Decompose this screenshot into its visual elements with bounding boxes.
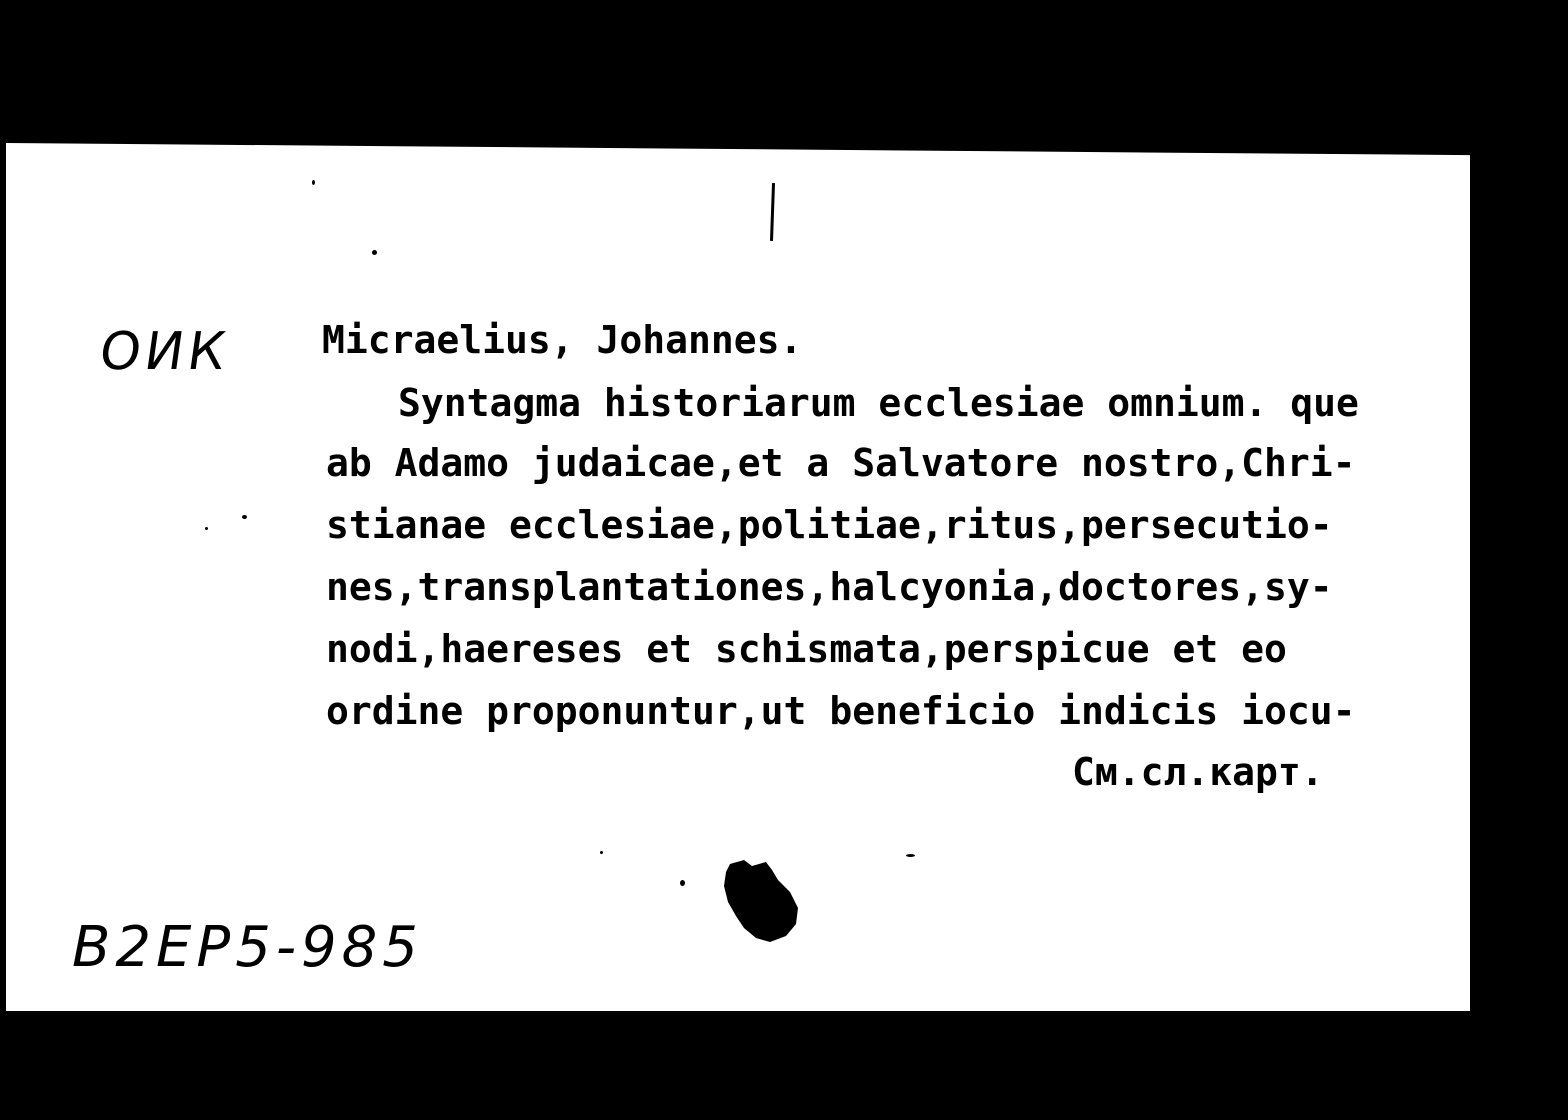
title-line: ordine proponuntur,ut beneficio indicis iocu- [326,689,1356,733]
continuation-note: См.сл.карт. [1072,750,1324,794]
dust-speck [680,880,685,886]
inventory-number-handwritten: B2EP5-985 [72,915,423,980]
dust-speck [906,854,915,857]
title-line: nodi,haereses et schismata,perspicue et eo [326,627,1287,671]
title-line: Syntagma historiarum ecclesiae omnium. que [398,381,1359,425]
title-line: stianae ecclesiae,politiae,ritus,persecutio- [326,503,1333,547]
ink-stain [722,858,800,942]
shelf-code-handwritten: ОИК [95,322,233,382]
dust-speck [372,250,377,255]
title-line: ab Adamo judaicae,et a Salvatore nostro,Chri- [326,441,1356,485]
dust-speck [205,527,208,530]
title-line: nes,transplantationes,halcyonia,doctores,sy- [326,565,1333,609]
author-heading: Micraelius, Johannes. [322,318,803,362]
dust-speck [312,180,315,185]
dust-speck [600,851,603,854]
dust-speck [242,515,247,519]
